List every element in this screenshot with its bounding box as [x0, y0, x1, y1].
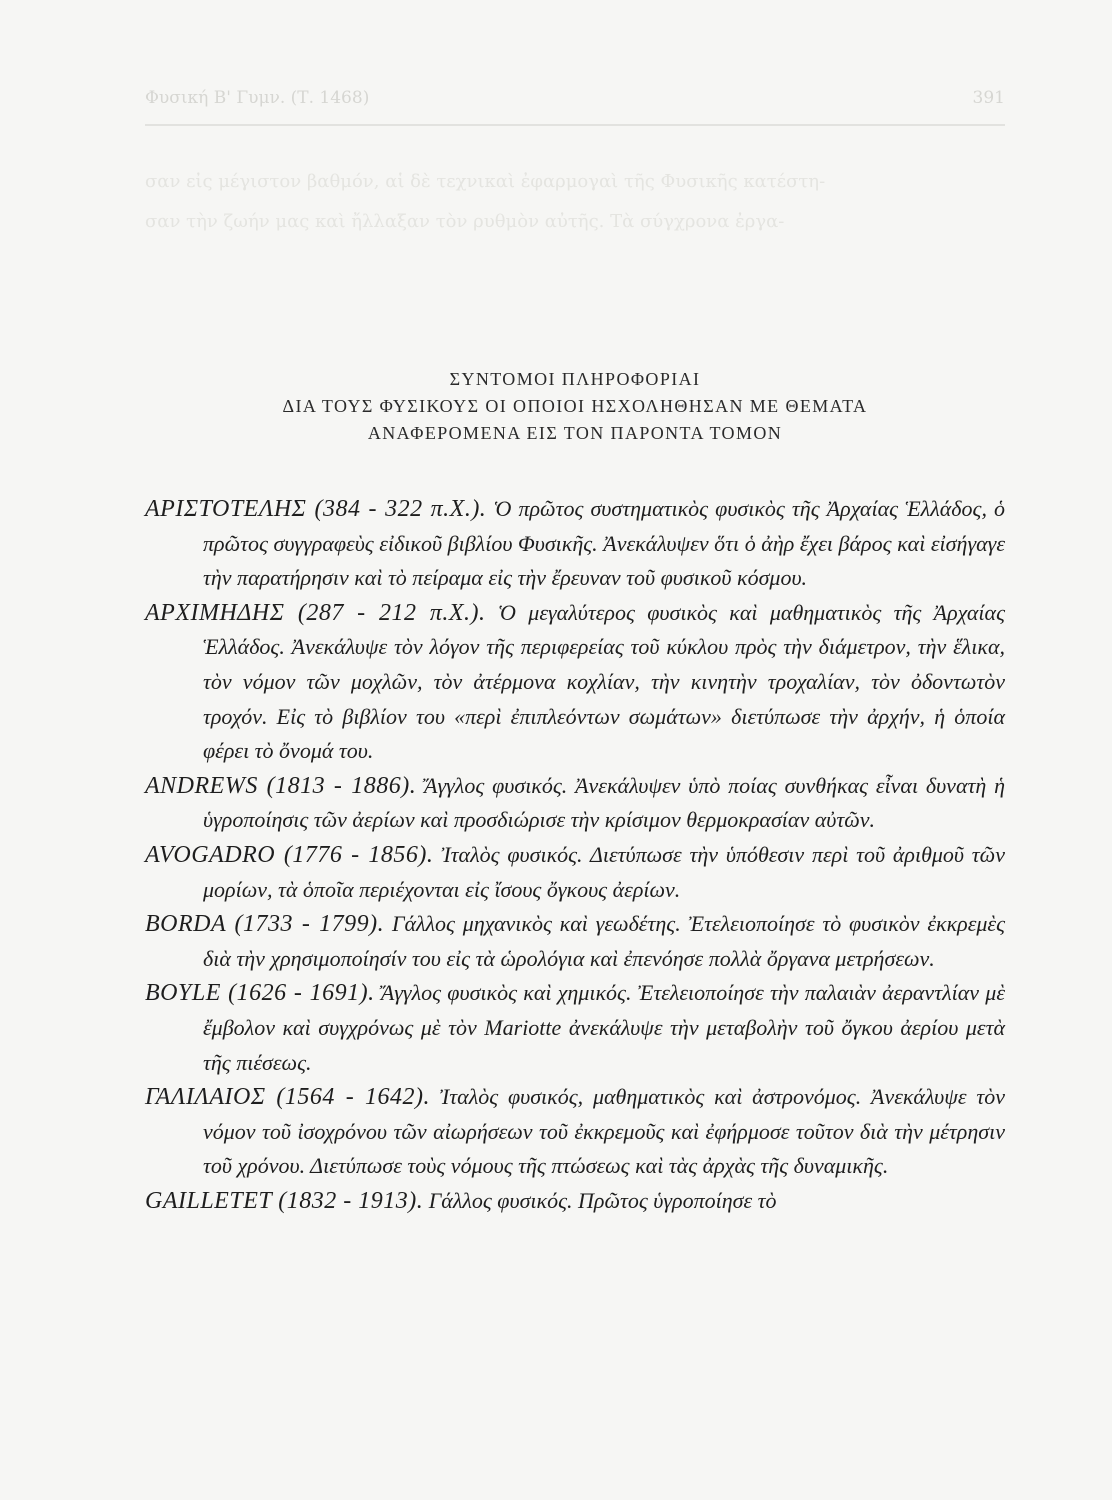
entry-archimedes [145, 596, 1005, 769]
heading-line-2: ΔΙΑ ΤΟΥΣ ΦΥΣΙΚΟΥΣ ΟΙ ΟΠΟΙΟΙ ΗΣΧΟΛΗΘΗΣΑΝ ΜΕ ΘΕΜΑΤΑ [282, 396, 868, 416]
entry-gailletet [145, 1184, 1005, 1219]
bleed-through-line: σαν τὴν ζωήν μας καὶ ἤλλαξαν τὸν ρυθμὸν αὐτῆς. Τὰ σύγχρονα ἐργα- [145, 211, 785, 232]
entry-name: ΓΑΛΙΛΑΙΟΣ (1564 - 1642). [145, 1084, 430, 1111]
section-heading [145, 366, 1005, 447]
entry-text: Γάλλος φυσικός. Πρῶτος ὑγροποίησε τὸ [428, 1187, 777, 1213]
entry-name: ΑΡΧΙΜΗΔΗΣ (287 - 212 π.Χ.). [145, 599, 486, 626]
entry-name: AVOGADRO (1776 - 1856). [145, 841, 434, 868]
bleed-through-page-number: 391 [972, 88, 1005, 108]
entry-borda [145, 907, 1005, 976]
entry-boyle [145, 976, 1005, 1080]
entry-name: ΑΡΙΣΤΟΤΕΛΗΣ (384 - 322 π.Χ.). [145, 496, 487, 522]
bleed-through-text [145, 162, 1005, 242]
heading-line-1: ΣΥΝΤΟΜΟΙ ΠΛΗΡΟΦΟΡΙΑΙ [449, 369, 701, 389]
bleed-through-line: σαν εἰς μέγιστον βαθμόν, αἱ δὲ τεχνικαὶ ἐφαρμογαὶ τῆς Φυσικῆς κατέστη- [145, 171, 826, 192]
entry-text: Γάλλος μηχανικὸς καὶ γεωδέτης. Ἐτελειοποίησε τὸ φυσικὸν ἐκκρεμὲς διὰ τὴν χρησιμοποίησίν του εἰς τὰ ὡρολόγια καὶ ἐπενόησε πολλὰ ὄργανα μετρήσεων. [203, 911, 1006, 971]
entry-name: GAILLETET (1832 - 1913). [145, 1187, 424, 1214]
biography-list [145, 492, 1005, 1218]
entry-name: ANDREWS (1813 - 1886). [145, 772, 417, 799]
entry-text: Ὁ πρῶτος συστηματικὸς φυσικὸς τῆς Ἀρχαίας Ἑλλάδος, ὁ πρῶτος συγγραφεὺς εἰδικοῦ βιβλίου Φυσικῆς. Ἀνεκάλυψεν ὅτι ὁ ἀὴρ ἔχει βάρος καὶ εἰσήγαγε τὴν παρατήρησιν καὶ τὸ πείραμα εἰς τὴν ἔρευναν τοῦ φυσικοῦ κόσμου. [203, 496, 1006, 591]
entry-avogadro [145, 838, 1005, 907]
entry-text: Ἄγγλος φυσικὸς καὶ χημικός. Ἐτελειοποίησε τὴν παλαιὰν ἀεραντλίαν μὲ ἔμβολον καὶ συγχρόνως μὲ τὸν Mariotte ἀνεκάλυψε τὴν μεταβολὴν τοῦ ὄγκου ἀερίου μετὰ τῆς πιέσεως. [203, 980, 1005, 1075]
entry-galileo [145, 1080, 1005, 1184]
entry-text: Ὁ μεγαλύτερος φυσικὸς καὶ μαθηματικὸς τῆς Ἀρχαίας Ἑλλάδος. Ἀνεκάλυψε τὸν λόγον τῆς περιφερείας τοῦ κύκλου πρὸς τὴν διάμετρον, τὴν ἕλικα, τὸν νόμον τῶν μοχλῶν, τὸν ἀτέρμονα κοχλίαν, τὴν κινητὴν τροχαλίαν, τὸν ὀδοντωτὸν τροχόν. Εἰς τὸ βιβλίον του «περὶ ἐπιπλεόντων σωμάτων» διετύπωσε τὴν ἀρχήν, ἡ ὁποία φέρει τὸ ὄνομά του. [203, 599, 1006, 764]
entry-text: Ἄγγλος φυσικός. Ἀνεκάλυψεν ὑπὸ ποίας συνθήκας εἶναι δυνατὴ ἡ ὑγροποίησις τῶν ἀερίων καὶ προσδιώρισε τὴν κρίσιμον θερμοκρασίαν αὐτῶν. [203, 772, 1006, 833]
bleed-through-rule [145, 124, 1005, 126]
entry-text: Ἰταλὸς φυσικός, μαθηματικὸς καὶ ἀστρονόμος. Ἀνεκάλυψε τὸν νόμον τοῦ ἰσοχρόνου τῶν αἰωρήσεων τοῦ ἐκκρεμοῦς καὶ ἐφήρμοσε τοῦτον διὰ τὴν μέτρησιν τοῦ χρόνου. Διετύπωσε τοὺς νόμους τῆς πτώσεως καὶ τὰς ἀρχὰς τῆς δυναμικῆς. [203, 1084, 1005, 1179]
entry-text: Ἰταλὸς φυσικός. Διετύπωσε τὴν ὑπόθεσιν περὶ τοῦ ἀριθμοῦ τῶν μορίων, τὰ ὁποῖα περιέχονται εἰς ἴσους ὄγκους ἀερίων. [203, 841, 1005, 902]
entry-name: BOYLE (1626 - 1691). [145, 980, 375, 1007]
entry-name: BORDA (1733 - 1799). [145, 911, 385, 938]
entry-andrews [145, 769, 1005, 838]
entry-aristotle [145, 492, 1005, 596]
bleed-through-header-left: Φυσική Β' Γυμν. (Τ. 1468) [145, 88, 370, 108]
heading-line-3: ΑΝΑΦΕΡΟΜΕΝΑ ΕΙΣ ΤΟΝ ΠΑΡΟΝΤΑ ΤΟΜΟΝ [367, 423, 783, 443]
